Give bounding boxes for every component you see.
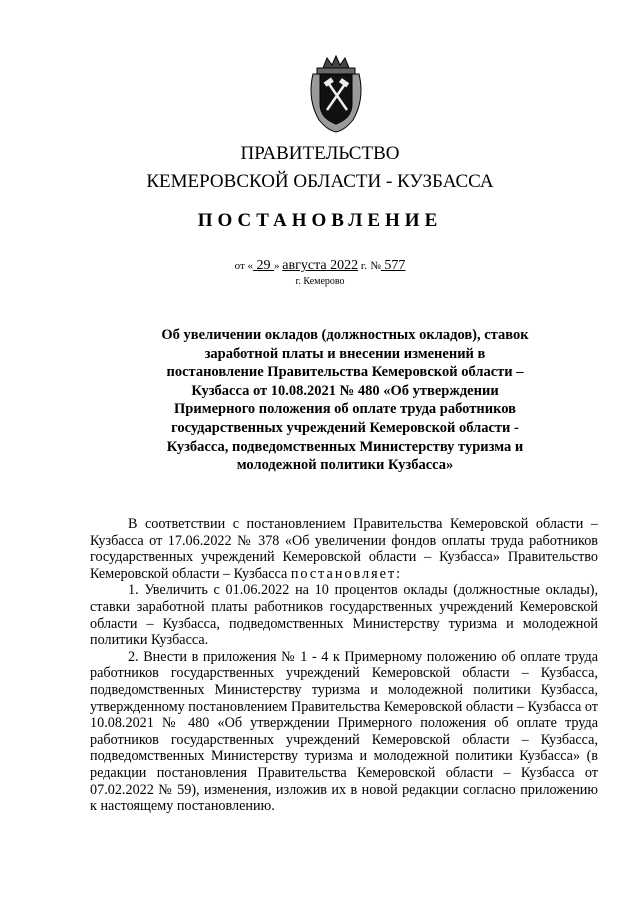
date-year-suffix: г.	[358, 260, 367, 272]
preamble-resolves: постановляет:	[290, 565, 403, 582]
number-sign: №	[370, 260, 381, 272]
paragraph-item-1: 1. Увеличить с 01.06.2022 на 10 процентов оклады (должностные оклады), ставки заработной платы работников государственных учреждений Кемеровской области – Кузбасса, подведомственных Министерству туризма и молодежной политики Кузбасса.	[90, 582, 598, 649]
government-name-line2: КЕМЕРОВСКОЙ ОБЛАСТИ - КУЗБАССА	[146, 171, 494, 192]
paragraph-preamble	[90, 516, 598, 582]
paragraph-item-2: 2. Внести в приложения № 1 - 4 к Примерному положению об оплате труда работников государственных учреждений Кемеровской области – Кузбасса, подведомственных Министерству туризма и молодежной политики Кузбасса, утвержденному постановлением Правительства Кемеровской области – Кузбасса от 10.08.2021 № 480 «Об утверждении Примерного положения об оплате труда работников государственных учреждений Кемеровской области – Кузбасса, подведомственных Министерству туризма и молодежной политики Кузбасса» (в редакции постановления Правительства Кемеровской области – Кузбасса от 07.02.2022 № 59), изменения, изложив их в новой редакции согласно приложению к настоящему постановлению.	[90, 648, 598, 815]
government-name-line1: ПРАВИТЕЛЬСТВО	[240, 143, 400, 164]
date-month-year: августа 2022	[282, 258, 359, 273]
document-number: 577	[380, 258, 406, 273]
date-quote-close: »	[274, 260, 283, 272]
date-line	[0, 258, 640, 274]
document-body	[90, 516, 598, 815]
date-from-label: от «	[234, 260, 254, 272]
date-day: 29	[253, 258, 275, 273]
city-name: г. Кемерово	[295, 276, 345, 287]
preamble-text: В соответствии с постановлением Правительства Кемеровской области – Кузбасса от 17.06.2022 № 378 «Об увеличении фондов оплаты труда работников государственных учреждений Кемеровской области – Кузбасса» Правительство Кемеровской области – Кузбасса	[90, 516, 598, 582]
coat-of-arms-icon	[305, 54, 367, 134]
document-title: Об увеличении окладов (должностных окладов), ставок заработной платы и внесении изменений в постановление Правительства Кемеровской области – Кузбасса от 10.08.2021 № 480 «Об утверждении Примерного положения об оплате труда работников государственных учреждений Кемеровской области - Кузбасса, подведомственных Министерству туризма и молодежной политики Кузбасса»	[161, 327, 529, 474]
document-type-heading: ПОСТАНОВЛЕНИЕ	[197, 210, 443, 231]
